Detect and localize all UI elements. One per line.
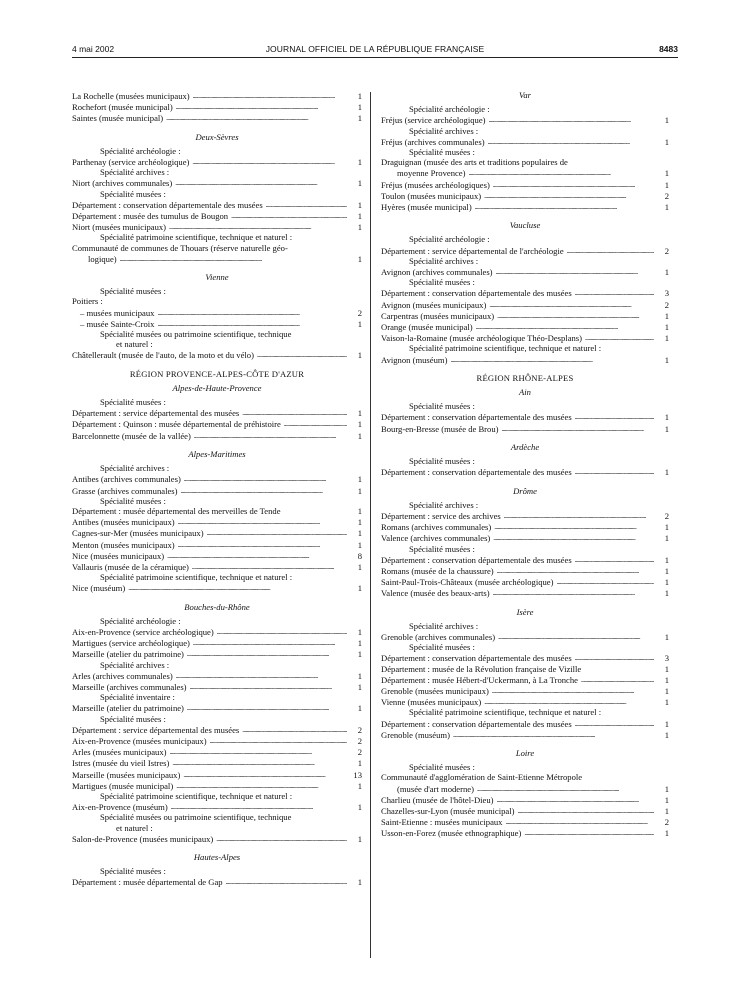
list-item: Grasse (archives communales) . . . 1 [72,485,362,496]
specialty-heading: Spécialité archives : [409,125,479,136]
list-item: Aix-en-Provence (musées municipaux) . . . 2 [72,735,362,746]
department-heading: Bouches-du-Rhône [184,601,250,612]
specialty-heading: Spécialité musées : [409,762,475,773]
specialty-heading: Spécialité patrimoine scientifique, technique et naturel : [409,343,602,354]
list-item: Saint-Etienne : musées municipaux . . . 2 [381,816,669,827]
list-item: Département : service départemental des musées . . . 2 [72,724,362,735]
list-item: Département : musée Hébert-d'Uckermann, à La Tronche . . . 1 [381,674,669,685]
list-item: Département : conservation départementale des musées . . . 1 [381,411,669,422]
list-item: moyenne Provence) . . . 1 [381,167,669,178]
header-rule [72,57,678,58]
list-item: Nice (musées municipaux) . . . 8 [72,550,362,561]
specialty-heading: Spécialité archives : [100,659,170,670]
specialty-heading: Spécialité musées : [409,277,475,288]
list-item: Antibes (archives communales) . . . 1 [72,473,362,484]
list-item: Fréjus (service archéologique) . . . 1 [381,114,669,125]
list-item: Salon-de-Provence (musées municipaux) . . . 1 [72,833,362,844]
list-item: Arles (archives communales) . . . 1 [72,670,362,681]
journal-title: JOURNAL OFFICIEL DE LA RÉPUBLIQUE FRANÇAISE [265,44,485,54]
specialty-heading: Spécialité patrimoine scientifique, technique et naturel : [100,572,293,583]
list-item: Département : conservation départementale des musées . . . 1 [381,718,669,729]
list-item: Martigues (service archéologique) . . . 1 [72,637,362,648]
specialty-heading: Spécialité inventaire : [100,692,175,703]
specialty-heading: Spécialité archives : [409,620,479,631]
department-heading: Loire [515,747,535,758]
list-item: – musée Sainte-Croix . . . 1 [72,318,362,329]
specialty-heading: Spécialité musées : [100,866,166,877]
department-heading: Var [519,90,531,100]
list-item: Département : Quinson : musée départemental de préhistoire . . . 1 [72,418,362,429]
department-heading: Hautes-Alpes [193,852,241,862]
list-item: Arles (musées municipaux) . . . 2 [72,746,362,757]
list-item: Usson-en-Forez (musée ethnographique) . . . 1 [381,827,669,838]
specialty-heading: Spécialité musées : [100,495,166,506]
list-item: Saint-Paul-Trois-Châteaux (musée archéologique) . . . 1 [381,576,669,587]
list-item: Niort (musées municipaux) . . . 1 [72,221,362,232]
list-item: Grenoble (archives communales) . . . 1 [381,631,669,642]
department-heading: Ain [519,387,531,398]
list-item: Département : conservation départementale des musées . . . 1 [381,554,669,565]
department-heading: Vaucluse [509,220,541,231]
list-item: Fréjus (musées archéologiques) . . . 1 [381,179,669,190]
list-item: Nice (muséum) . . . 1 [72,582,362,593]
list-item: Vienne (musées municipaux) . . . 1 [381,696,669,707]
list-item: Grenoble (musées municipaux) . . . 1 [381,685,669,696]
list-item: Vaison-la-Romaine (musée archéologique Théo-Desplans) . . . 1 [381,332,669,343]
list-item: Département : service des archives . . . 2 [381,510,669,521]
specialty-heading: Spécialité archives : [409,499,479,510]
list-item: Aix-en-Provence (service archéologique) . . . 1 [72,626,362,637]
list-item: Draguignan (musée des arts et traditions populaires de [381,157,568,168]
department-heading: Deux-Sèvres [195,131,239,142]
list-item: Romans (musée de la chaussure) . . . 1 [381,565,669,576]
specialty-heading: Spécialité archéologie : [409,104,490,115]
list-item: Hyères (musée municipal) . . . 1 [381,201,669,212]
list-item: Valence (musée des beaux-arts) . . . 1 [381,587,669,598]
list-item: Marseille (atelier du patrimoine) . . . 1 [72,702,362,713]
list-item: Avignon (archives communales) . . . 1 [381,266,669,277]
list-item: Chazelles-sur-Lyon (musée municipal) . . . 1 [381,805,669,816]
specialty-heading: Spécialité archéologie : [100,145,181,156]
specialty-heading: Spécialité musées : [409,147,475,158]
region-heading: RÉGION RHÔNE-ALPES [476,372,574,383]
list-item: Communauté d'agglomération de Saint-Etienne Métropole [381,772,583,783]
region-heading: RÉGION PROVENCE-ALPES-CÔTE D'AZUR [129,368,305,379]
specialty-heading: Spécialité musées : [409,543,475,554]
list-item: Département : conservation départementale des musées . . . 3 [381,287,669,298]
department-heading: Alpes-de-Haute-Provence [172,382,262,393]
list-item: Communauté de communes de Thouars (réserve naturelle géo- [72,242,288,253]
list-item: Département : musée de la Révolution française de Vizille 1 [381,663,669,674]
specialty-heading: Spécialité musées : [100,188,166,199]
list-item: Rochefort (musée municipal) . . . 1 [72,101,362,112]
list-item: Département : service départemental des musées . . . 1 [72,407,362,418]
specialty-heading-cont: et naturel : [116,822,153,833]
specialty-heading: Spécialité musées ou patrimoine scientifique, technique [100,812,292,823]
list-item: Menton (musées municipaux) . . . 1 [72,539,362,550]
list-item: Parthenay (service archéologique) . . . 1 [72,156,362,167]
list-item: Saintes (musée municipal) . . . 1 [72,112,362,123]
list-item: Antibes (musées municipaux) . . . 1 [72,516,362,527]
list-item: Carpentras (musées municipaux) . . . 1 [381,310,669,321]
list-item: Châtellerault (musée de l'auto, de la moto et du vélo) . . . 1 [72,349,362,360]
list-item: Martigues (musée municipal) . . . 1 [72,780,362,791]
page-header [72,44,678,58]
list-item: Niort (archives communales) . . . 1 [72,177,362,188]
list-item: Avignon (muséum) . . . 1 [381,354,669,365]
list-item: Istres (musée du vieil Istres) . . . 1 [72,757,362,768]
specialty-heading: Spécialité archives : [100,167,170,178]
city-heading: Poitiers : [72,296,103,307]
list-item: Département : musée départemental des merveilles de Tende 1 [72,505,362,516]
department-heading: Drôme [513,485,537,496]
list-item: La Rochelle (musées municipaux) . . . 1 [72,90,362,101]
department-heading: Vienne [205,272,229,283]
list-item: Marseille (atelier du patrimoine) . . . 1 [72,648,362,659]
list-item: Cagnes-sur-Mer (musées municipaux) . . . 1 [72,527,362,538]
list-item: Grenoble (muséum) . . . 1 [381,729,669,740]
department-heading: Isère [516,606,534,617]
list-item: Département : musée départemental de Gap . . . 1 [72,876,362,887]
left-column [72,90,362,888]
specialty-heading: Spécialité musées : [100,397,166,408]
list-item: Orange (musée municipal) . . . 1 [381,321,669,332]
specialty-heading: Spécialité musées ou patrimoine scientifique, technique [100,329,292,340]
specialty-heading: Spécialité musées : [100,713,166,724]
specialty-heading: Spécialité musées : [100,286,166,297]
list-item: Département : conservation départementale des musées . . . 3 [381,652,669,663]
list-item: Département : conservation départementale des musées . . . 1 [72,199,362,210]
list-item: (musée d'art moderne) . . . 1 [381,783,669,794]
specialty-heading-cont: et naturel : [116,339,153,350]
specialty-heading: Spécialité archéologie : [100,615,181,626]
list-item: Département : musée des tumulus de Bougon . . . 1 [72,210,362,221]
page-number: 8483 [659,44,678,54]
list-item: Fréjus (archives communales) . . . 1 [381,136,669,147]
list-item: Département : service départemental de l'archéologie . . . 2 [381,245,669,256]
list-item: Bourg-en-Bresse (musée de Brou) . . . 1 [381,423,669,434]
list-item: – musées municipaux . . . 2 [72,307,362,318]
list-item: Département : conservation départementale des musées . . . 1 [381,466,669,477]
list-item: Barcelonnette (musée de la vallée) . . . 1 [72,430,362,441]
department-heading: Alpes-Maritimes [188,448,246,459]
list-item: Toulon (musées municipaux) . . . 2 [381,190,669,201]
list-item: Romans (archives communales) . . . 1 [381,521,669,532]
department-heading: Ardèche [510,441,540,452]
specialty-heading: Spécialité musées : [409,456,475,467]
list-item: Avignon (musées municipaux) . . . 2 [381,299,669,310]
list-item: Aix-en-Provence (muséum) . . . 1 [72,801,362,812]
specialty-heading: Spécialité archéologie : [409,234,490,245]
list-item: logique) . . . 1 [72,253,362,264]
issue-date: 4 mai 2002 [72,44,115,54]
list-item: Valence (archives communales) . . . 1 [381,532,669,543]
list-item: Vallauris (musée de la céramique) . . . 1 [72,561,362,572]
right-column [381,90,669,839]
list-item: Marseille (musées municipaux) . . . 13 [72,769,362,780]
list-item: Marseille (archives communales) . . . 1 [72,681,362,692]
column-divider [370,92,371,958]
specialty-heading: Spécialité patrimoine scientifique, technique et naturel : [100,790,293,801]
specialty-heading: Spécialité archives : [100,463,170,474]
specialty-heading: Spécialité archives : [409,255,479,266]
specialty-heading: Spécialité musées : [409,401,475,412]
specialty-heading: Spécialité patrimoine scientifique, technique et naturel : [100,232,293,243]
list-item: Charlieu (musée de l'hôtel-Dieu) . . . 1 [381,794,669,805]
specialty-heading: Spécialité musées : [409,642,475,653]
specialty-heading: Spécialité patrimoine scientifique, technique et naturel : [409,707,602,718]
